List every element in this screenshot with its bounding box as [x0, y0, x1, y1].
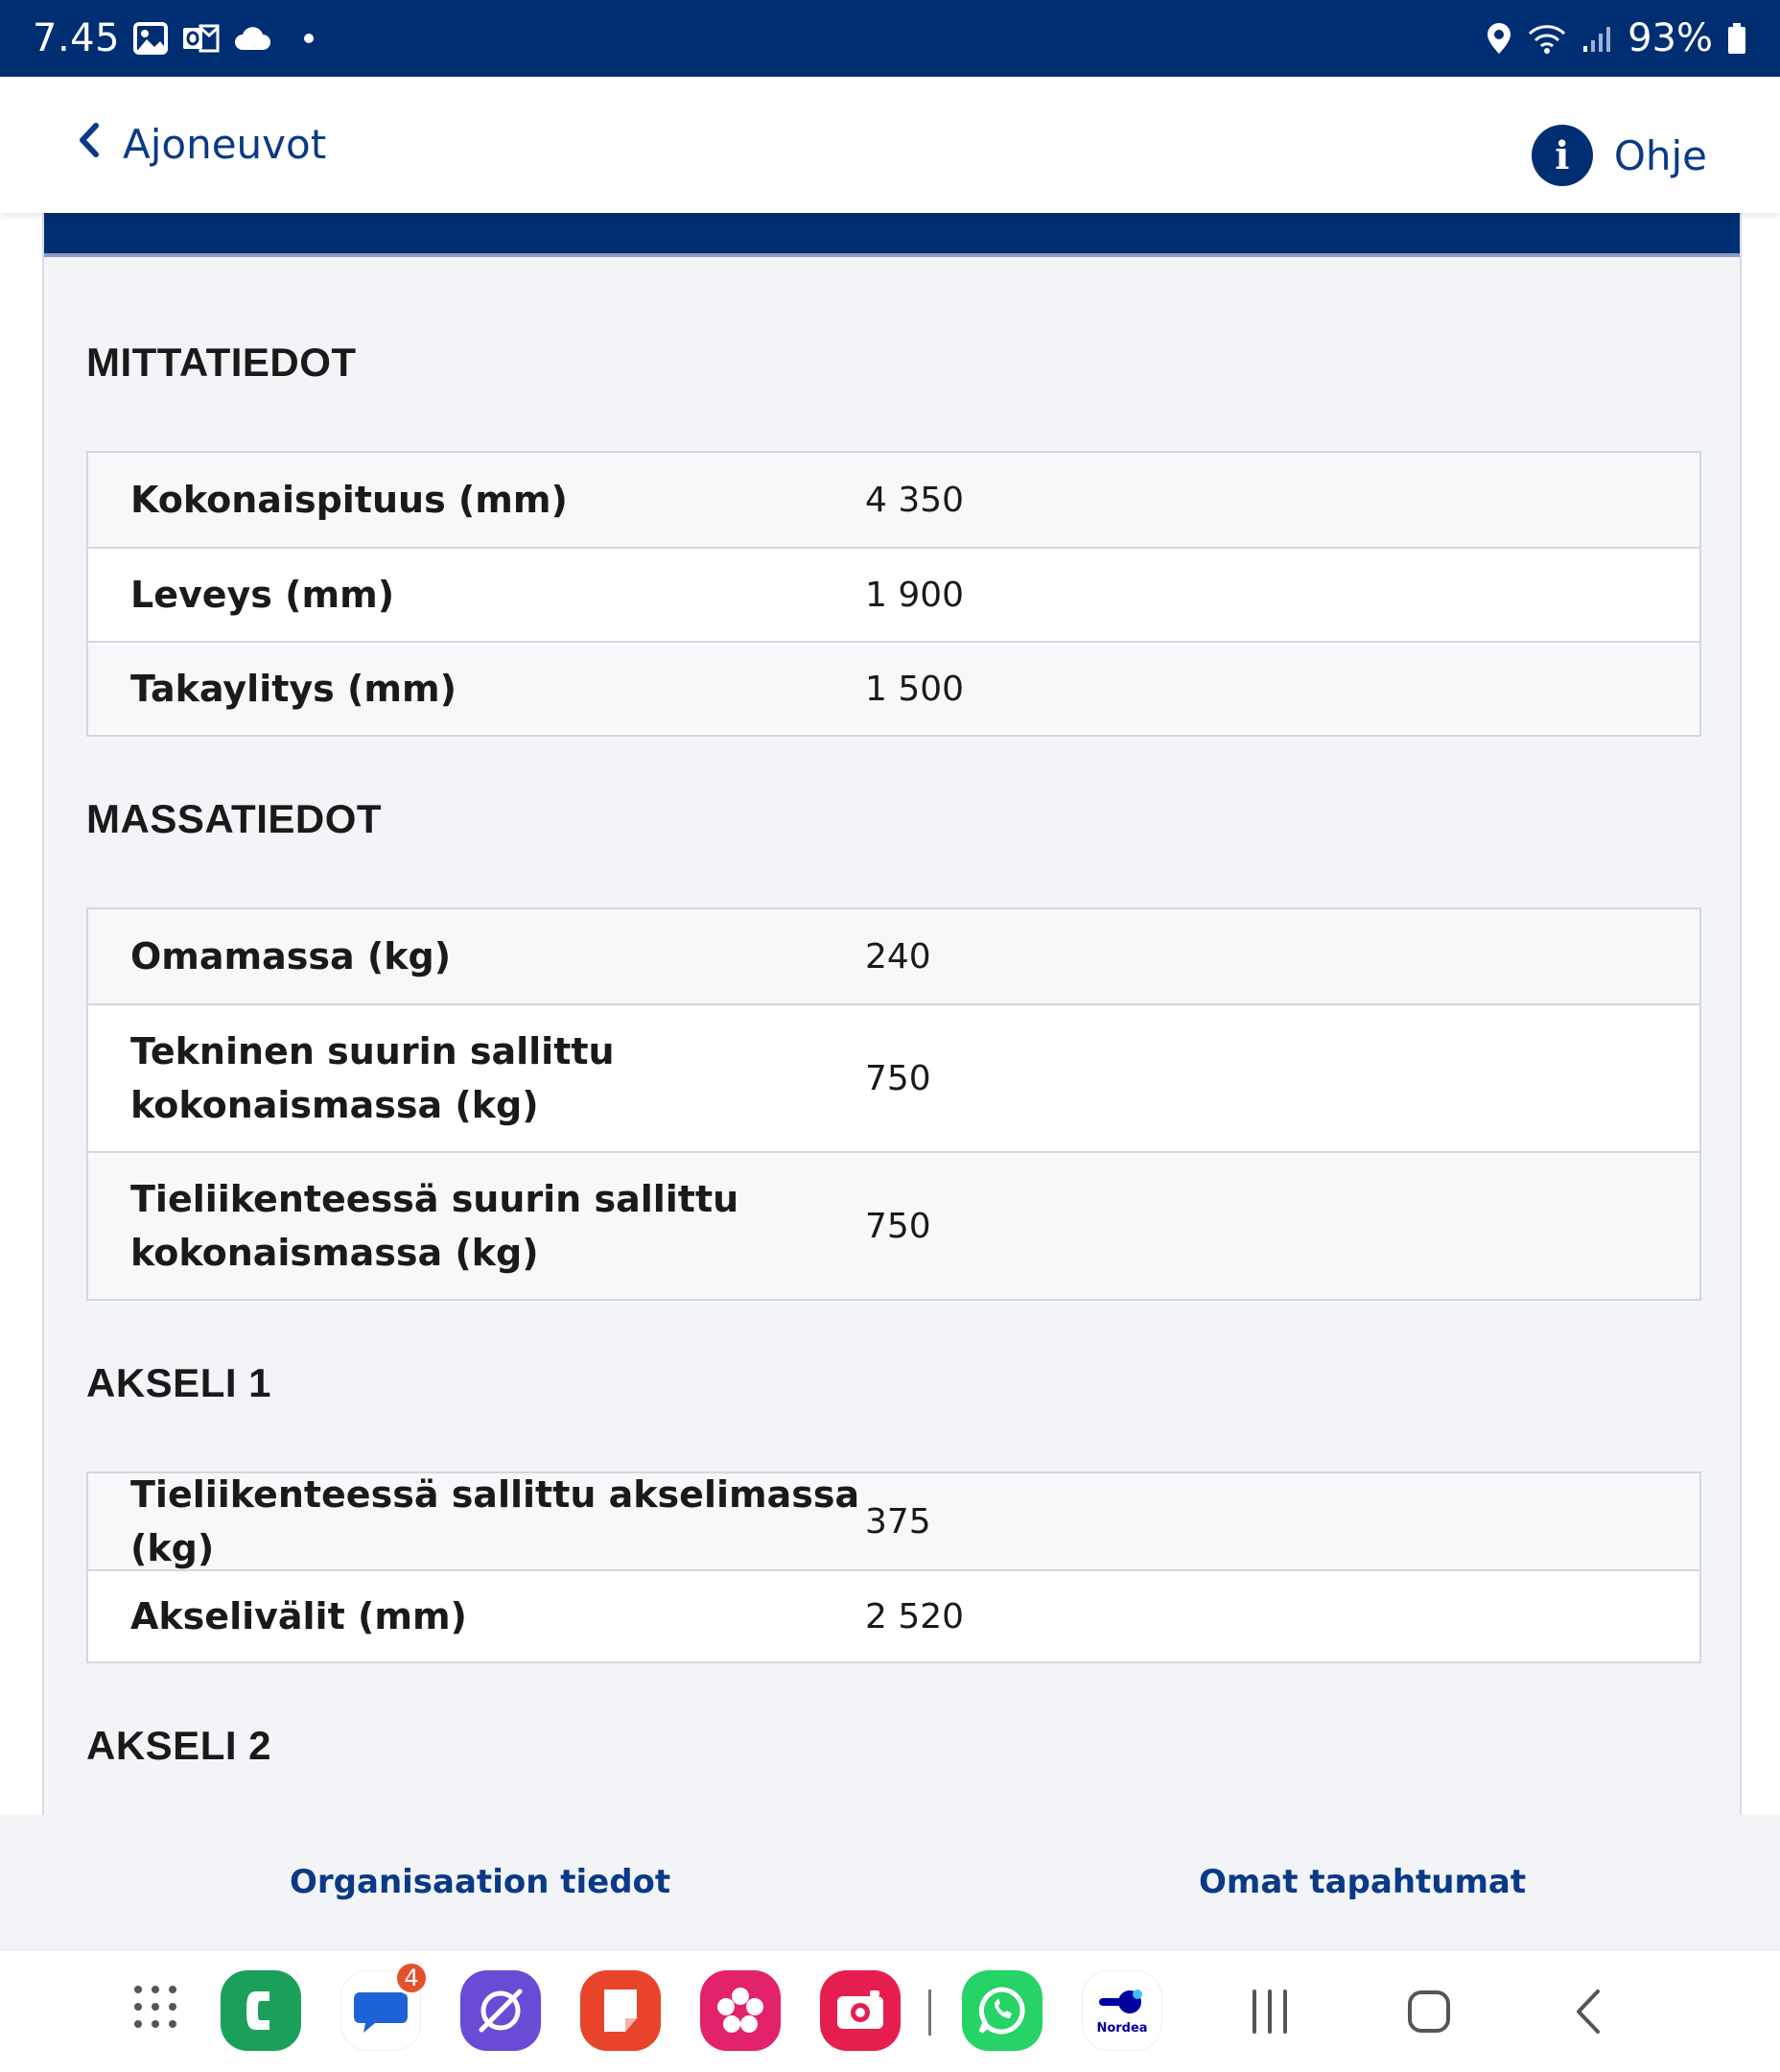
- row-label: Takaylitys (mm): [130, 668, 457, 710]
- section-title-akseli-2: AKSELI 2: [86, 1723, 272, 1768]
- section-title-massatiedot: MASSATIEDOT: [86, 796, 383, 841]
- battery-icon: [1726, 22, 1747, 55]
- section-title-mittatiedot: MITTATIEDOT: [86, 340, 357, 385]
- table-row: [88, 453, 1699, 547]
- chevron-left-icon: [77, 121, 102, 168]
- row-value: 1 500: [865, 669, 965, 709]
- vehicle-details-panel: [42, 213, 1742, 1815]
- app-drawer-icon[interactable]: [132, 1984, 178, 2034]
- location-icon: [1486, 21, 1512, 56]
- table-row: [88, 1473, 1699, 1569]
- signal-icon: [1581, 23, 1614, 54]
- row-label: Tekninen suurin sallittu kokonaismassa (kg): [130, 1030, 615, 1126]
- row-label: Omamassa (kg): [130, 935, 452, 977]
- own-events-link[interactable]: Omat tapahtumat: [1199, 1863, 1527, 1901]
- table-mittatiedot: [86, 451, 1701, 737]
- home-button[interactable]: [1406, 1988, 1452, 2039]
- wifi-icon: [1526, 22, 1568, 55]
- status-right: [1486, 16, 1747, 60]
- status-time: 7.45: [33, 16, 121, 60]
- footer-links: [0, 1815, 1780, 1951]
- table-row: [88, 1151, 1699, 1299]
- status-bar: [0, 0, 1780, 77]
- row-label: Akselivälit (mm): [130, 1595, 467, 1637]
- recent-apps-button[interactable]: [1247, 1988, 1293, 2039]
- panel-header-band: [44, 213, 1740, 257]
- row-label: Kokonaispituus (mm): [130, 479, 568, 521]
- table-row: [88, 641, 1699, 735]
- row-value: 750: [865, 1206, 931, 1246]
- section-title-akseli-1: AKSELI 1: [86, 1360, 272, 1405]
- camera-app-icon[interactable]: [820, 1970, 901, 2051]
- row-label: Leveys (mm): [130, 574, 395, 616]
- flower-app-icon[interactable]: [700, 1970, 781, 2051]
- notes-app-icon[interactable]: [580, 1970, 661, 2051]
- organisation-info-link[interactable]: Organisaation tiedot: [290, 1863, 671, 1901]
- table-row: [88, 547, 1699, 641]
- nordea-app-icon[interactable]: [1082, 1970, 1162, 2051]
- back-label: Ajoneuvot: [123, 121, 327, 168]
- messages-app-icon[interactable]: [340, 1965, 421, 2051]
- table-row: [88, 1569, 1699, 1661]
- notification-dot-icon: [304, 34, 314, 43]
- table-massatiedot: [86, 907, 1701, 1301]
- dock-divider: [928, 1990, 931, 2036]
- row-label: Tieliikenteessä sallittu akselimassa (kg): [130, 1473, 860, 1569]
- android-dock: [0, 1951, 1780, 2072]
- row-label: Tieliikenteessä suurin sallittu kokonaismassa (kg): [130, 1178, 739, 1274]
- cloud-icon: [233, 25, 271, 52]
- table-row: [88, 1003, 1699, 1151]
- row-value: 240: [865, 936, 931, 977]
- back-button[interactable]: [77, 121, 326, 168]
- info-icon: i: [1532, 125, 1593, 186]
- row-value: 2 520: [865, 1596, 965, 1636]
- help-button[interactable]: [1532, 125, 1707, 186]
- row-value: 750: [865, 1058, 931, 1098]
- browser-app-icon[interactable]: [460, 1970, 541, 2051]
- outlook-icon: [181, 22, 220, 55]
- table-akseli-1: [86, 1472, 1701, 1663]
- whatsapp-app-icon[interactable]: [962, 1970, 1042, 2051]
- help-label: Ohje: [1613, 131, 1707, 179]
- nordea-label: Nordea: [1096, 2020, 1148, 2036]
- row-value: 375: [865, 1501, 931, 1542]
- row-value: 1 900: [865, 575, 965, 615]
- app-header: [0, 77, 1780, 213]
- phone-app-icon[interactable]: [221, 1970, 301, 2051]
- row-value: 4 350: [865, 480, 965, 520]
- battery-percent: 93%: [1628, 16, 1713, 60]
- messages-badge: 4: [394, 1961, 429, 1995]
- nav-back-button[interactable]: [1569, 1988, 1607, 2039]
- gallery-icon: [133, 22, 168, 55]
- table-row: [88, 909, 1699, 1003]
- status-left: [33, 16, 314, 60]
